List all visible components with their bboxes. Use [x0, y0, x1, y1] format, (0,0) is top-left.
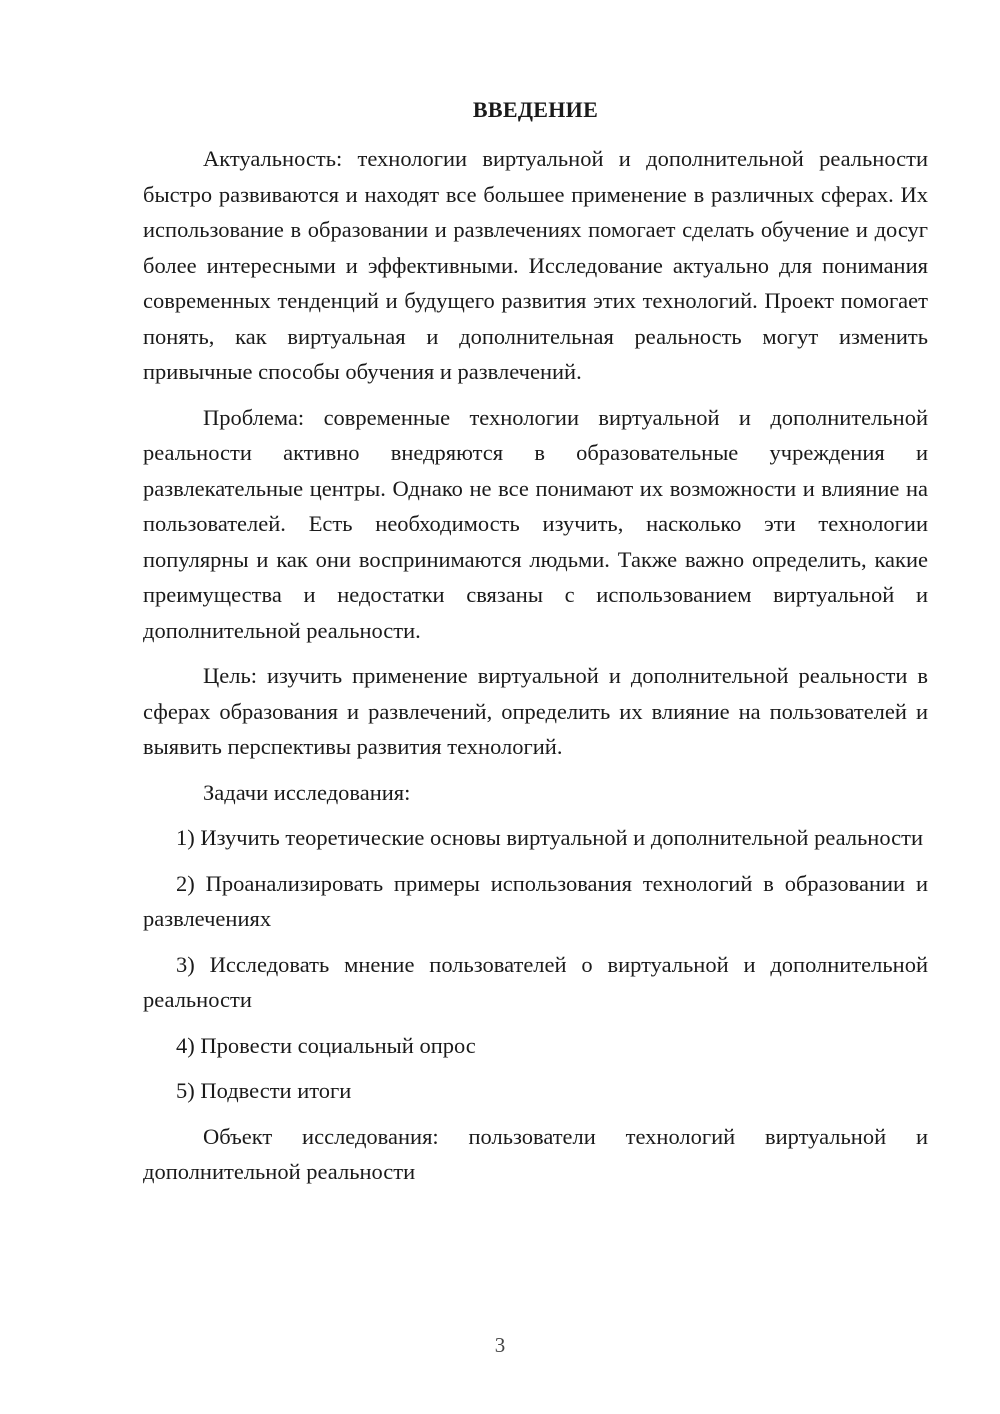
document-body	[143, 92, 928, 1190]
tasks-heading: Задачи исследования:	[203, 779, 411, 805]
relevance-paragraph: Актуальность: технологии виртуальной и дополнительной реальности быстро развиваются и находят все большее применение в различных сферах. Их использование в образовании и развлечениях помогает сделать обучение и досуг более интересными и эффективными. Исследование актуально для понимания современных тенденций и будущего развития этих технологий. Проект помогает понять, как виртуальная и дополнительная реальность могут изменить привычные способы обучения и развлечений.	[143, 146, 928, 384]
task-item-4: 4) Провести социальный опрос	[176, 1032, 476, 1058]
task-item-2: 2) Проанализировать примеры использования технологий в образовании и развлечениях	[143, 870, 928, 931]
object-paragraph: Объект исследования: пользователи технологий виртуальной и дополнительной реальности	[143, 1123, 928, 1184]
page-number: 3	[494, 1333, 506, 1357]
goal-paragraph: Цель: изучить применение виртуальной и дополнительной реальности в сферах образования и развлечений, определить их влияние на пользователей и выявить перспективы развития технологий.	[143, 663, 928, 759]
task-item-1: 1) Изучить теоретические основы виртуальной и дополнительной реальности	[176, 825, 923, 850]
task-item-5: 5) Подвести итоги	[176, 1078, 352, 1103]
problem-paragraph: Проблема: современные технологии виртуальной и дополнительной реальности активно внедряются в образовательные учреждения и развлекательные центры. Однако не все понимают их возможности и влияние на пользователей. Есть необходимость изучить, насколько эти технологии популярны и как они воспринимаются людьми. Также важно определить, какие преимущества и недостатки связаны с использованием виртуальной и дополнительной реальности.	[143, 404, 928, 643]
section-heading: ВВЕДЕНИЕ	[472, 97, 599, 122]
task-item-3: 3) Исследовать мнение пользователей о виртуальной и дополнительной реальности	[143, 951, 928, 1012]
